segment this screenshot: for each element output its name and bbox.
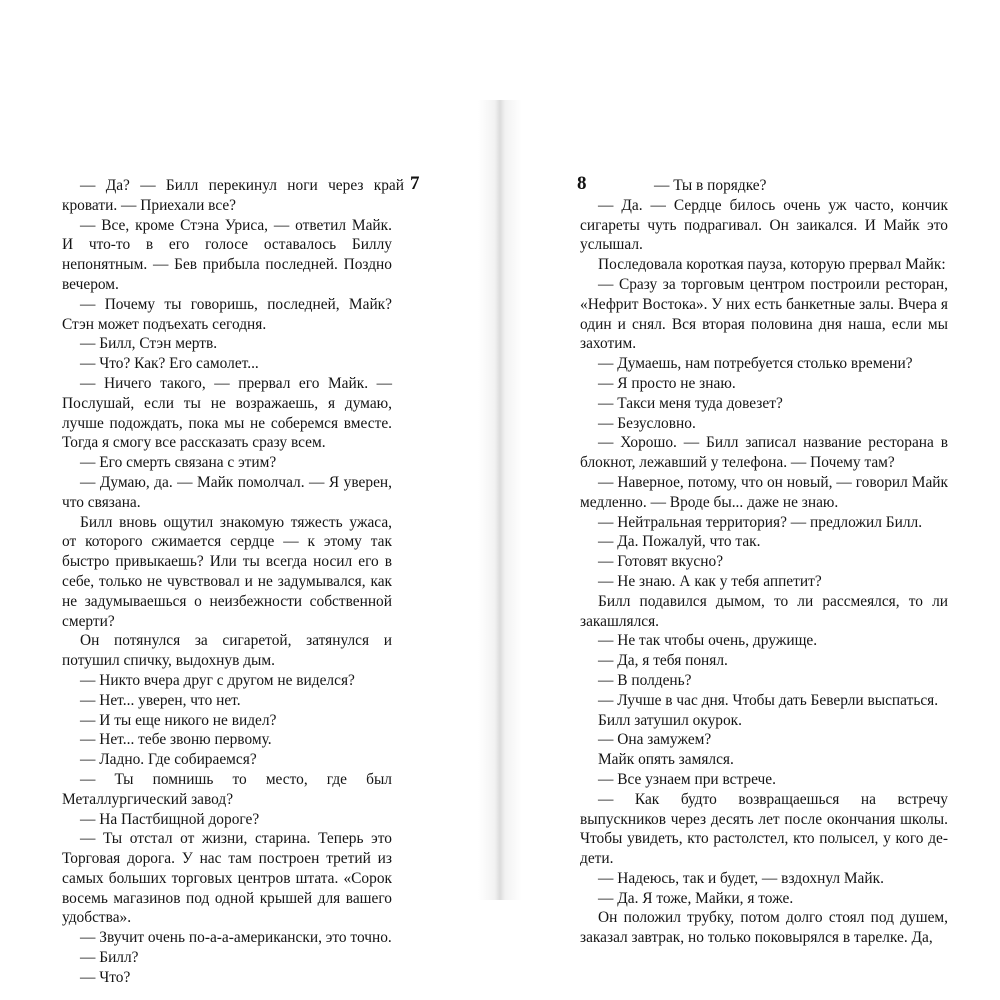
paragraph: — Ты отстал от жизни, старина. Теперь это Торговая дорога. У нас там построен третий из самых больших торговых центров штата. «Сорок восемь магазинов под одной крышей для вашего удобства». — [62, 830, 392, 927]
paragraph: — И ты еще никого не видел? — [80, 711, 277, 729]
paragraph: Последовала короткая пауза, которую прервал Майк: — [598, 256, 946, 274]
paragraph: Билл затушил окурок. — [598, 711, 742, 729]
paragraph: — Билл, Стэн мертв. — [80, 335, 218, 353]
paragraph: Он положил трубку, потом долго стоял под душем, заказал завтрак, но только поковырялся в тарелке. Да, — [580, 909, 948, 947]
paragraph: — Сразу за торговым центром построили ресторан, «Нефрит Востока». У них есть банкетные залы. Вчера я один и снял. Вся вторая половина дня наша, если мы захотим. — [580, 275, 948, 353]
paragraph: — Она замужем? — [598, 731, 712, 749]
paragraph: — Что? Как? Его самолет... — [80, 355, 259, 373]
paragraph: — Ты помнишь то место, где был Металлургический завод? — [62, 770, 392, 808]
paragraph: — Хорошо. — Билл записал название ресторана в блокнот, лежавший у телефона. — Почему там? — [580, 434, 948, 472]
paragraph: Майк опять замялся. — [598, 751, 734, 769]
paragraph: — Такси меня туда довезет? — [598, 394, 783, 412]
paragraph: Билл вновь ощутил знакомую тяжесть ужаса, от которого сжимается сердце — к этому так быстро привыкаешь? Или ты всегда носил его в себе, только не чувствовал и не задумывался, как не задумываешься о неизбежности собственной смерти? — [62, 513, 392, 630]
paragraph: — Ты в порядке? — [654, 177, 767, 194]
paragraph: — Никто вчера друг с другом не виделся? — [80, 671, 355, 689]
book-gutter-shadow — [478, 100, 522, 900]
paragraph: — Все узнаем при встрече. — [598, 770, 776, 788]
paragraph: — Думаю, да. — Майк помолчал. — Я уверен, что связана. — [62, 473, 392, 511]
paragraph: — Не так чтобы очень, дружище. — [598, 632, 818, 650]
left-page-text — [62, 176, 404, 988]
paragraph: — Почему ты говоришь, последней, Майк? Стэн может подъехать сегодня. — [62, 295, 392, 333]
paragraph: — Нет... уверен, что нет. — [80, 691, 241, 709]
paragraph: — На Пастбищной дороге? — [80, 810, 260, 828]
paragraph: — Да. Я тоже, Майки, я тоже. — [598, 889, 794, 907]
paragraph: — Его смерть связана с этим? — [80, 454, 277, 472]
paragraph: — Да, я тебя понял. — [598, 652, 728, 670]
paragraph: — Безусловно. — [598, 414, 696, 432]
paragraph: — Ладно. Где собираемся? — [80, 751, 257, 769]
paragraph: — Все, кроме Стэна Уриса, — ответил Майк. И что-то в его голосе оставалось Биллу непонятным. — Бев прибыла последней. Поздно вечером. — [62, 216, 392, 293]
paragraph: — Ничего такого, — прервал его Майк. — Послушай, если ты не возражаешь, я думаю, лучше подождать, пока мы не соберемся вместе. Тогда я смогу все рассказать сразу всем. — [62, 374, 392, 452]
paragraph: — Не знаю. А как у тебя аппетит? — [598, 572, 822, 590]
page-number-left: 7 — [410, 173, 420, 194]
page-number-right: 8 — [577, 173, 587, 194]
paragraph: — Да. — Сердце билось очень уж часто, кончик сигареты чуть подрагивал. Он заикался. И Майк это услышал. — [580, 196, 948, 254]
right-page-text — [580, 176, 948, 948]
paragraph: — Билл? — [80, 949, 139, 967]
paragraph: — Нейтральная территория? — предложил Билл. — [598, 513, 923, 531]
paragraph: — Надеюсь, так и будет, — вздохнул Майк. — [598, 869, 884, 887]
paragraph: — Наверное, потому, что он новый, — говорил Майк медленно. — Вроде бы... даже не знаю. — [580, 473, 948, 511]
paragraph: — В полдень? — [598, 671, 692, 689]
paragraph: Он потянулся за сигаретой, затянулся и потушил спичку, выдохнув дым. — [62, 632, 392, 670]
paragraph: — Что? — [80, 968, 131, 986]
paragraph: — Думаешь, нам потребуется столько времени? — [598, 355, 913, 373]
paragraph: — Да? — Билл перекинул ноги через край кровати. — Приехали все? — [62, 177, 404, 214]
paragraph: — Звучит очень по-а-а-американски, это точно. — [80, 929, 392, 947]
paragraph: — Да. Пожалуй, что так. — [598, 533, 761, 551]
paragraph: — Я просто не знаю. — [598, 374, 736, 392]
paragraph: Билл подавился дымом, то ли рассмеялся, то ли закашлялся. — [580, 592, 948, 630]
paragraph: — Как будто возвращаешься на встречу выпускников через десять лет после окончания школы. Чтобы увидеть, кто растолстел, кто полысел, у кого де-дети. — [580, 790, 948, 868]
paragraph: — Нет... тебе звоню первому. — [80, 731, 272, 749]
paragraph: — Готовят вкусно? — [598, 553, 724, 571]
paragraph: — Лучше в час дня. Чтобы дать Беверли выспаться. — [598, 691, 939, 709]
